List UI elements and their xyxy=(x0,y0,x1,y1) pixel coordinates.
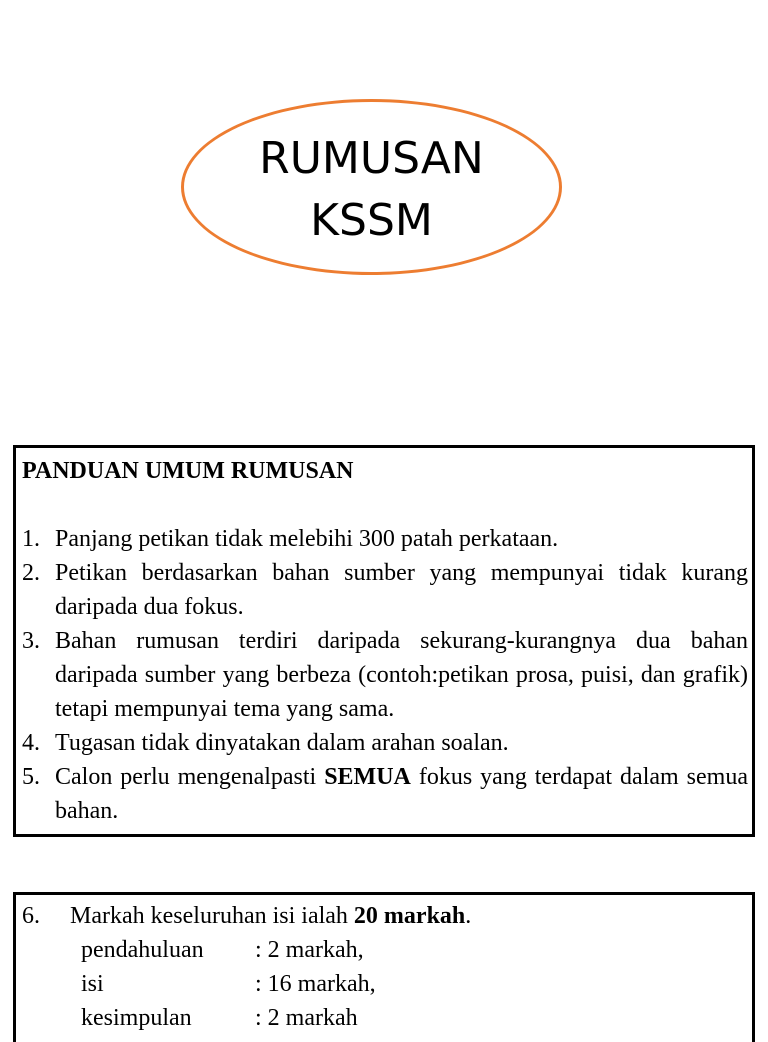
marks-text-start: Markah keseluruhan isi ialah xyxy=(70,903,354,929)
marks-row-label: pendahuluan xyxy=(81,937,204,963)
marks-row-conclusion xyxy=(22,1001,748,1035)
guide-item-text-start: Calon perlu mengenalpasti xyxy=(55,764,325,790)
title-line-1: RUMUSAN xyxy=(259,133,484,184)
marks-row-content xyxy=(22,967,748,1001)
guide-item-2 xyxy=(22,556,748,624)
guide-heading: PANDUAN UMUM RUMUSAN xyxy=(22,458,354,484)
guide-item-3 xyxy=(22,624,748,726)
guide-item-number: 2. xyxy=(22,560,40,586)
marks-text-end: . xyxy=(465,903,472,929)
marks-row-value: : 2 markah xyxy=(255,1005,358,1031)
guide-item-5 xyxy=(22,760,748,828)
guide-item-text: Petikan berdasarkan bahan sumber yang mempunyai tidak kurang daripada dua fokus. xyxy=(55,560,748,620)
marks-box xyxy=(13,892,755,1042)
guide-list xyxy=(22,522,748,828)
guide-item-4 xyxy=(22,726,748,760)
marks-row-label: kesimpulan xyxy=(81,1005,192,1031)
guide-item-number: 4. xyxy=(22,730,40,756)
general-guide-box xyxy=(13,445,755,837)
guide-item-emphasis: SEMUA xyxy=(324,764,411,790)
guide-item-1 xyxy=(22,522,748,556)
guide-item-text: Panjang petikan tidak melebihi 300 patah perkataan. xyxy=(55,526,559,552)
marks-total: 20 markah xyxy=(353,903,466,929)
marks-summary xyxy=(22,899,748,933)
guide-item-number: 1. xyxy=(22,526,40,552)
marks-row-introduction xyxy=(22,933,748,967)
title-line-2: KSSM xyxy=(310,195,433,246)
marks-row-value: : 2 markah, xyxy=(255,937,364,963)
guide-item-text: Tugasan tidak dinyatakan dalam arahan soalan. xyxy=(55,730,509,756)
marks-row-label: isi xyxy=(81,971,104,997)
marks-item-number: 6. xyxy=(22,903,40,929)
guide-item-text-end: fokus yang terdapat dalam semua bahan. xyxy=(55,764,748,824)
marks-row-value: : 16 markah, xyxy=(255,971,376,997)
guide-item-number: 5. xyxy=(22,764,40,790)
title-ellipse xyxy=(181,99,562,275)
guide-item-number: 3. xyxy=(22,628,40,654)
guide-item-text: Bahan rumusan terdiri daripada sekurang-kurangnya dua bahan daripada sumber yang berbeza (contoh:petikan prosa, puisi, dan grafik) tetapi mempunyai tema yang sama. xyxy=(55,628,748,722)
